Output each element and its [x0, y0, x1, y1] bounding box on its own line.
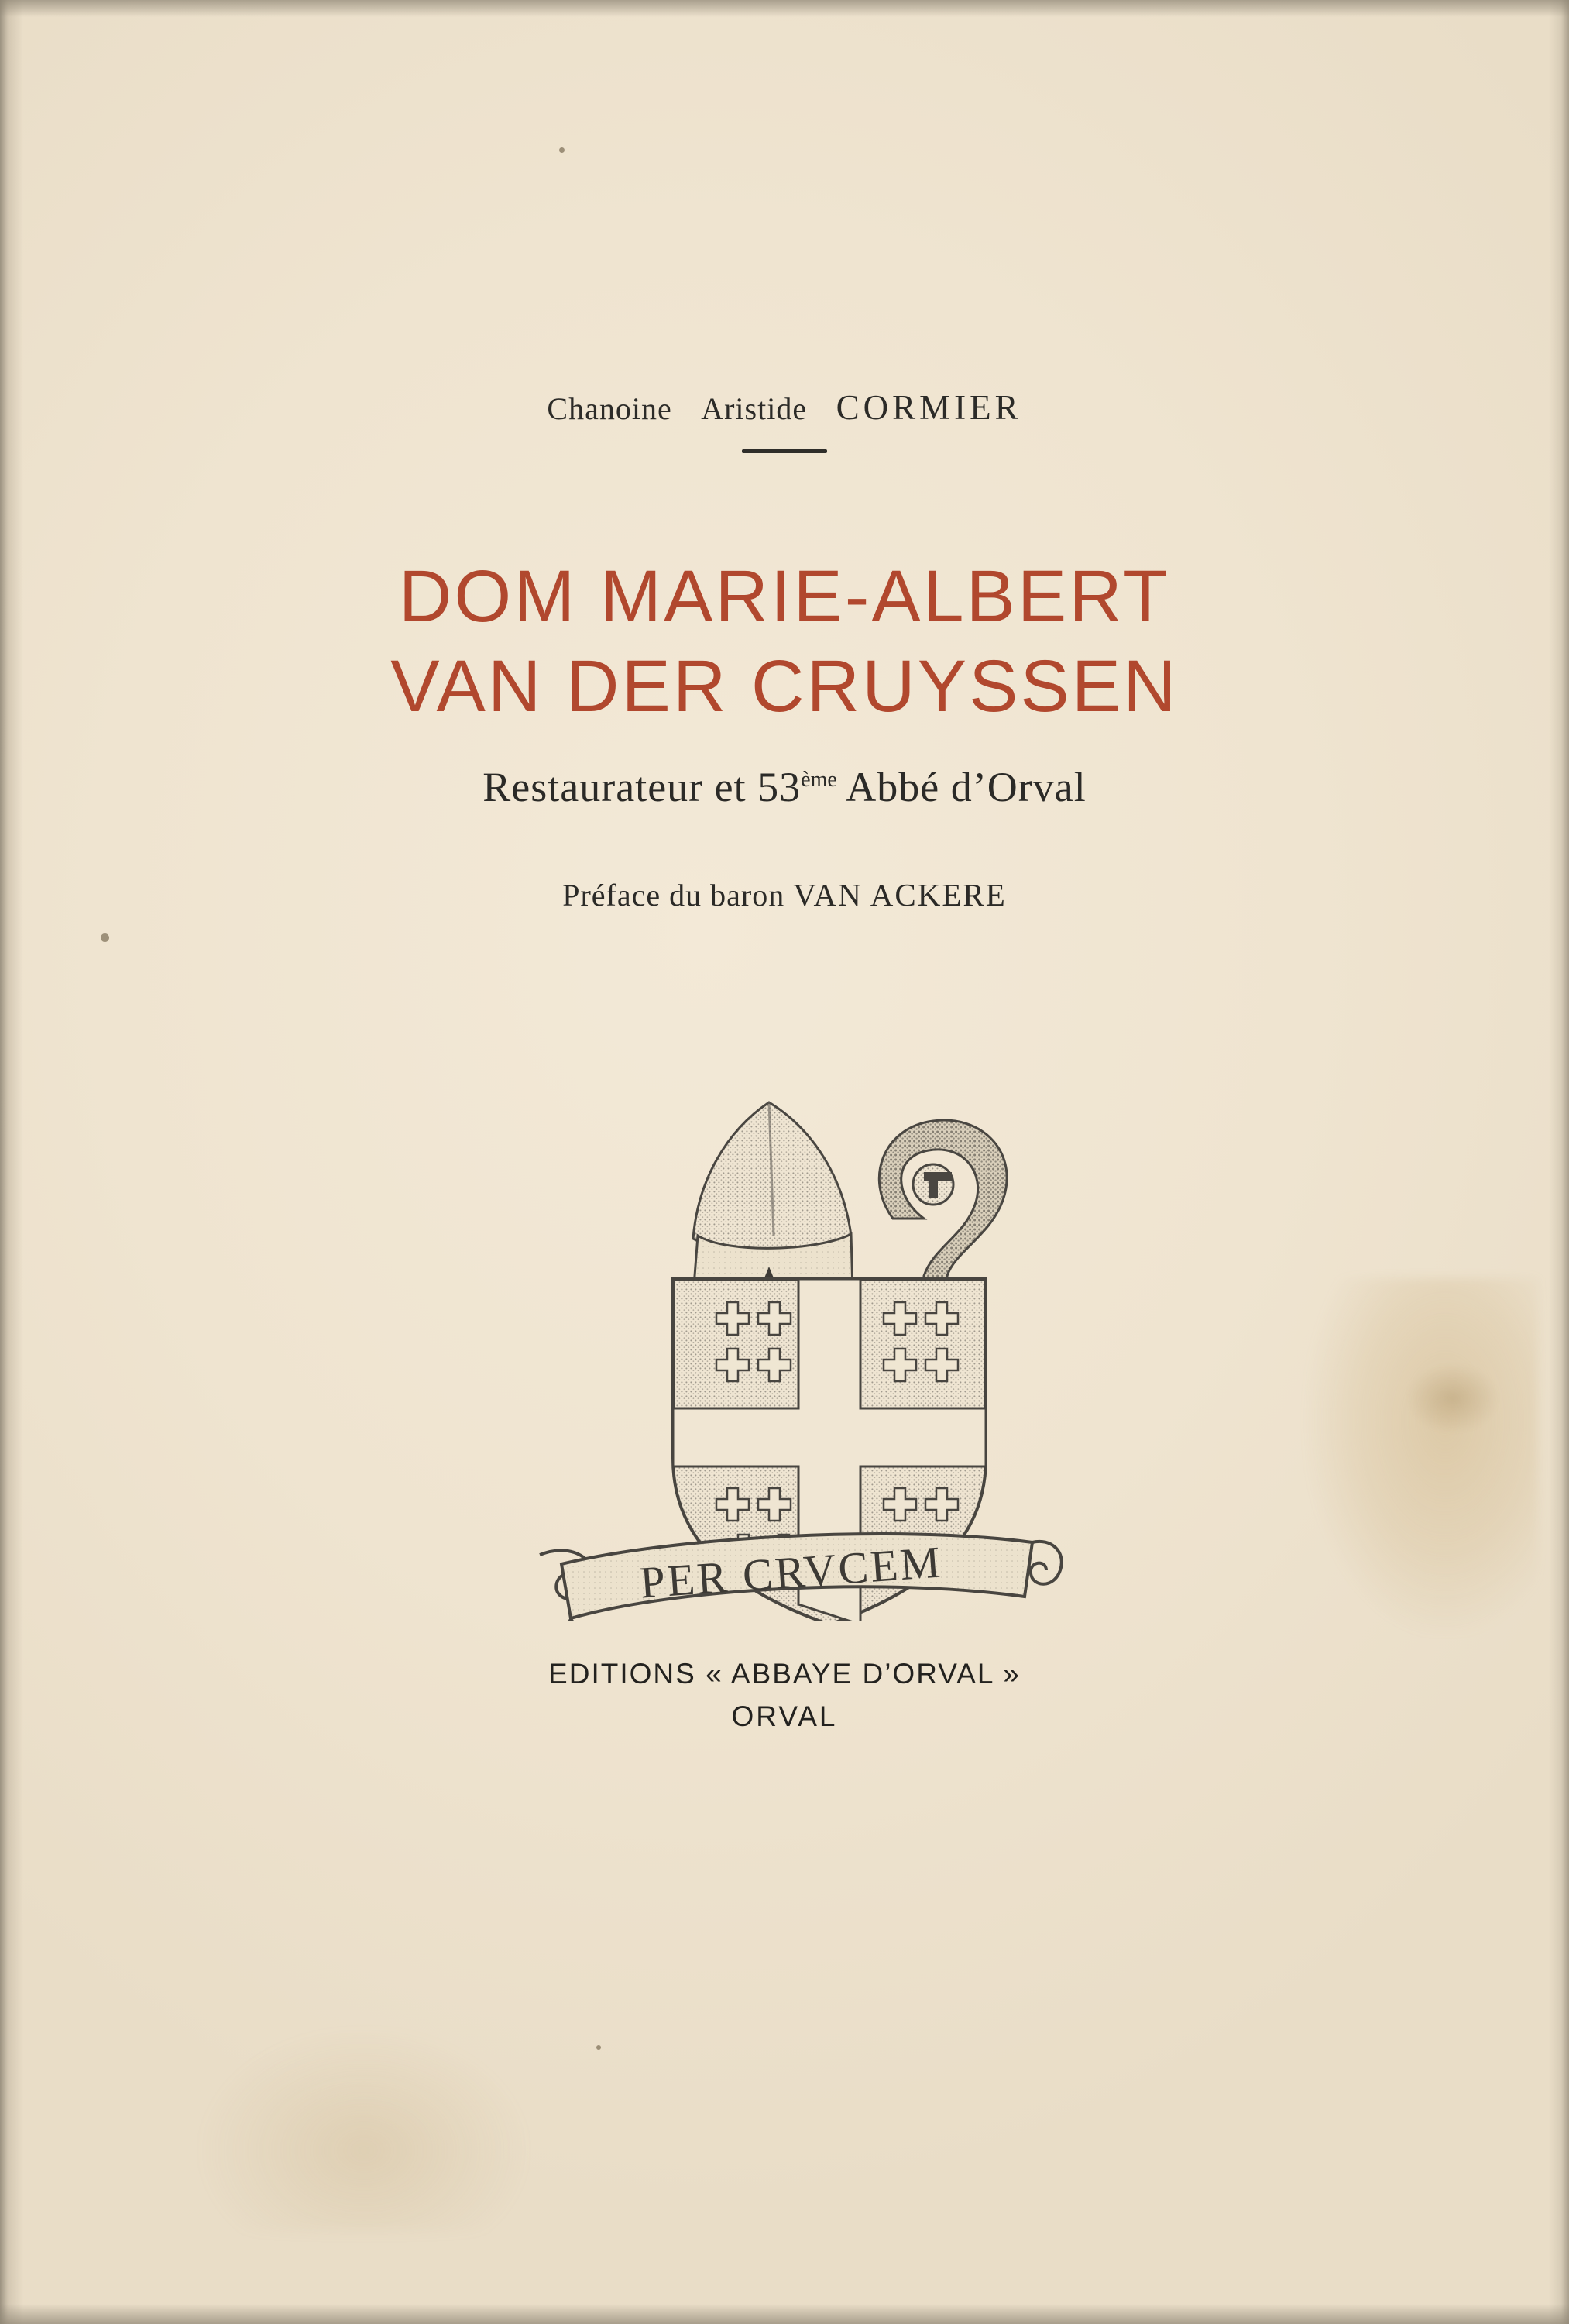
author-forename: Aristide — [701, 391, 808, 426]
divider-rule — [742, 449, 827, 453]
page-title — [0, 552, 1569, 732]
publisher-city: ORVAL — [731, 1700, 838, 1733]
preface-lead: Préface du baron — [562, 877, 794, 913]
subtitle-after: Abbé d’Orval — [836, 763, 1087, 810]
emblem-container — [0, 963, 1569, 1621]
paper-speck — [596, 2045, 601, 2050]
motto-text: PER CRVCEM — [638, 1536, 945, 1608]
author-line — [0, 387, 1569, 428]
title-line-2: VAN DER CRUYSSEN — [390, 645, 1179, 727]
subtitle-ordinal: ème — [801, 767, 837, 792]
author-surname: CORMIER — [836, 388, 1022, 427]
subtitle-before: Restaurateur et 53 — [482, 763, 802, 810]
imprint — [0, 1652, 1569, 1738]
abbey-coat-of-arms-icon — [490, 963, 1079, 1621]
subtitle — [0, 763, 1569, 811]
page-edge-bottom — [0, 2304, 1569, 2324]
publisher-name: EDITIONS « ABBAYE D’ORVAL » — [548, 1657, 1021, 1690]
preface-author-name: VAN ACKERE — [793, 876, 1007, 913]
paper-stain — [201, 2030, 527, 2231]
preface-credit — [0, 876, 1569, 913]
title-line-1: DOM MARIE-ALBERT — [398, 555, 1171, 638]
author-honorific: Chanoine — [547, 391, 672, 426]
